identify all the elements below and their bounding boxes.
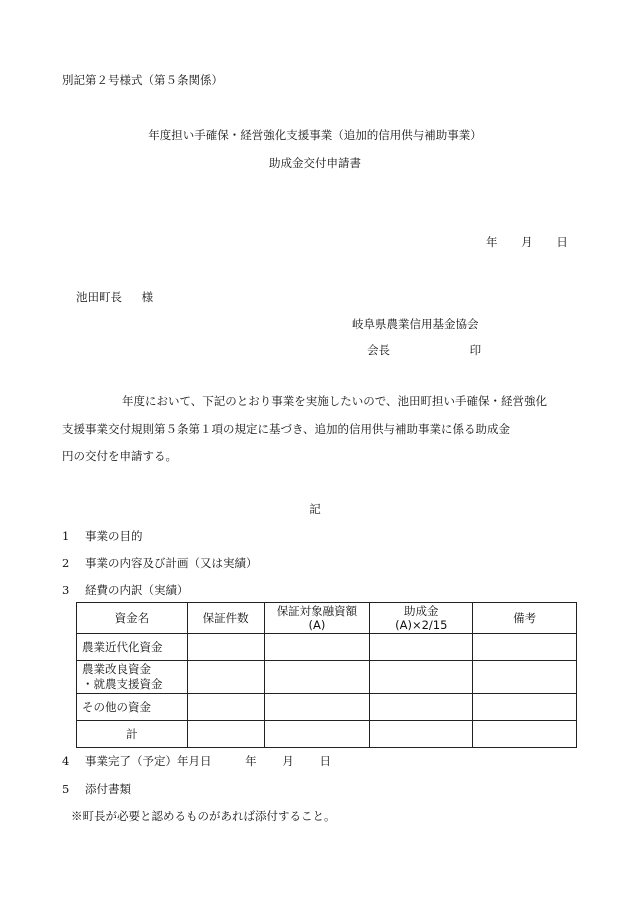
seal-label: 印 [469, 343, 482, 357]
item-4-text: 事業完了（予定）年月日 [84, 754, 212, 768]
header-loan-amount-line1: 保証対象融資額 [276, 604, 358, 618]
header-subsidy [370, 603, 473, 634]
remarks-cell [473, 661, 577, 694]
document-subtitle: 助成金交付申請書 [269, 156, 361, 170]
header-remarks: 備考 [473, 603, 577, 634]
remarks-cell [473, 634, 577, 661]
item-1-number: 1 [62, 529, 70, 543]
table-row [77, 694, 577, 721]
subsidy-cell [370, 661, 473, 694]
fund-name-line2: ・就農支援資金 [82, 677, 163, 691]
date-year-label: 年 [486, 235, 498, 249]
item-4-day-label: 日 [319, 754, 331, 768]
item-2-number: 2 [62, 556, 70, 570]
item-2-text: 事業の内容及び計画（又は実績） [84, 556, 258, 570]
subsidy-cell [370, 634, 473, 661]
item-5-number: 5 [62, 782, 70, 796]
item-4-year-label: 年 [245, 754, 257, 768]
date-line [486, 234, 568, 250]
item-3-text: 経費の内訳（実績） [84, 583, 189, 597]
fund-name-line1: 農業改良資金 [82, 662, 151, 676]
date-day-label: 日 [556, 235, 568, 249]
item-2 [62, 555, 257, 571]
header-subsidy-line2: (A)×2/15 [395, 618, 448, 632]
item-3-number: 3 [62, 583, 70, 597]
remarks-cell [473, 694, 577, 721]
item-4 [62, 753, 331, 769]
loan-amount-cell [264, 634, 370, 661]
form-number: 別記第２号様式（第５条関係） [62, 73, 223, 87]
item-1 [62, 528, 142, 544]
header-loan-amount-line2: (A) [308, 618, 326, 632]
table-total-row [77, 721, 577, 748]
ki-heading: 記 [309, 502, 321, 516]
document-title: 年度担い手確保・経営強化支援事業（追加的信用供与補助事業） [148, 128, 482, 142]
body-line-2: 支援事業交付規則第５条第１項の規定に基づき、追加的信用供与補助事業に係る助成金 [62, 422, 511, 436]
item-4-month-label: 月 [282, 754, 294, 768]
item-4-number: 4 [62, 754, 70, 768]
seal-icon [470, 343, 482, 357]
applicant-role-line [367, 342, 481, 358]
table-row [77, 661, 577, 694]
applicant-organization: 岐阜県農業信用基金協会 [352, 317, 479, 331]
body-line-3: 円の交付を申請する。 [62, 449, 177, 463]
loan-amount-cell [264, 661, 370, 694]
header-fund-name: 資金名 [77, 603, 188, 634]
loan-amount-cell [264, 694, 370, 721]
total-remarks-cell [473, 721, 577, 748]
addressee [76, 289, 153, 305]
total-loan-amount-cell [264, 721, 370, 748]
expense-breakdown-table [76, 602, 577, 748]
item-5 [62, 781, 131, 797]
addressee-name: 池田町長 [76, 290, 122, 304]
guarantee-count-cell [187, 661, 264, 694]
table-row [77, 634, 577, 661]
total-subsidy-cell [370, 721, 473, 748]
item-1-text: 事業の目的 [84, 529, 143, 543]
header-subsidy-line1: 助成金 [404, 604, 439, 618]
item-5-text: 添付書類 [84, 782, 131, 796]
fund-name-cell: その他の資金 [77, 694, 188, 721]
subsidy-cell [370, 694, 473, 721]
fund-name-cell: 農業近代化資金 [77, 634, 188, 661]
date-month-label: 月 [521, 235, 533, 249]
addressee-honorific: 様 [141, 290, 154, 304]
fund-name-cell [77, 661, 188, 694]
total-guarantee-count-cell [187, 721, 264, 748]
attachment-note: ※町長が必要と認めるものがあれば添付すること。 [71, 809, 336, 823]
body-line-1: 年度において、下記のとおり事業を実施したいので、池田町担い手確保・経営強化 [122, 394, 548, 408]
guarantee-count-cell [187, 694, 264, 721]
guarantee-count-cell [187, 634, 264, 661]
applicant-role: 会長 [367, 343, 390, 357]
table-header-row [77, 603, 577, 634]
item-3 [62, 582, 188, 598]
header-loan-amount [264, 603, 370, 634]
header-guarantee-count: 保証件数 [187, 603, 264, 634]
total-label-cell: 計 [77, 721, 188, 748]
